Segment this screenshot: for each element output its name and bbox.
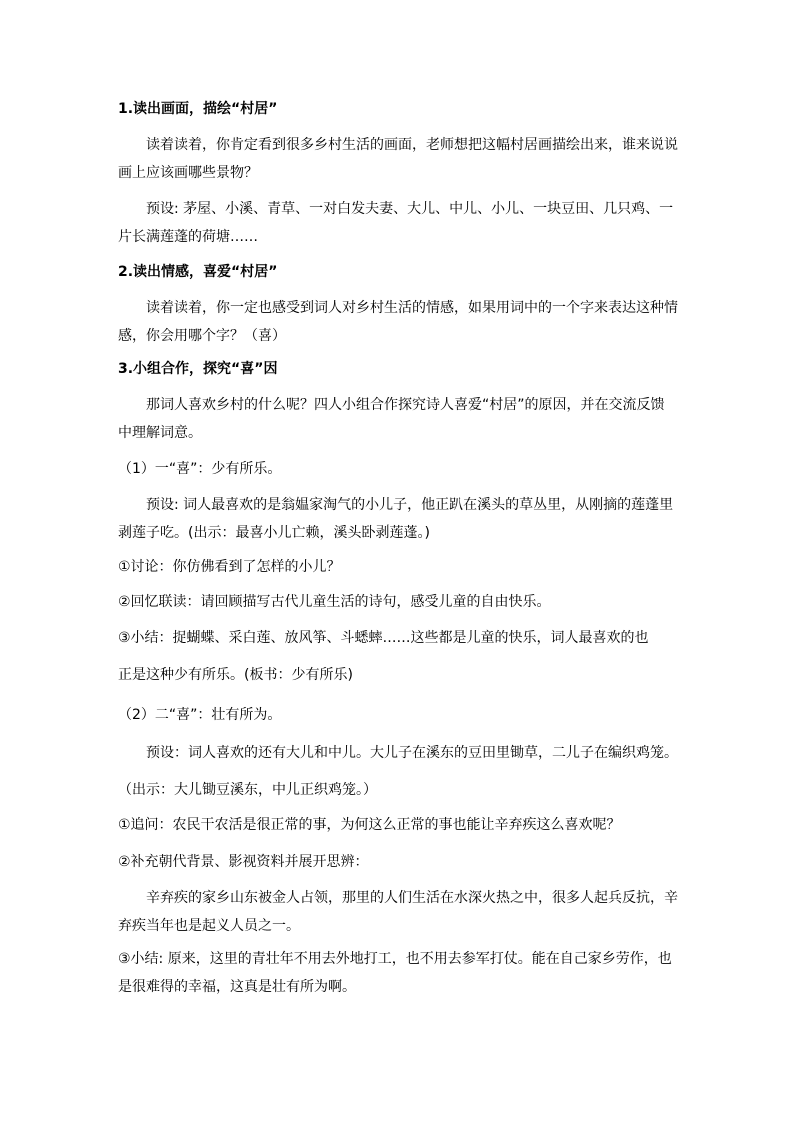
subheading-1: （1）一“喜”：少有所乐。: [118, 461, 282, 477]
paragraph: 正是这种少有所乐。(板书：少有所乐): [118, 667, 353, 683]
paragraph: 预设: 茅屋、小溪、青草、一对白发夫妻、大儿、中儿、小儿、一块豆田、几只鸡、一片长满莲蓬的荷塘……: [118, 201, 674, 245]
paragraph: 那词人喜欢乡村的什么呢？四人小组合作探究诗人喜爱“村居”的原因，并在交流反馈中理解词意。: [118, 397, 665, 441]
subheading-2: （2）二“喜”：壮有所为。: [118, 707, 282, 723]
paragraph: 辛弃疾的家乡山东被金人占领，那里的人们生活在水深火热之中，很多人起兵反抗，辛弃疾当年也是起义人员之一。: [118, 890, 678, 934]
list-item: ③小结: 原来，这里的青壮年不用去外地打工，也不用去参军打仗。能在自己家乡劳作，也是很难得的幸福，这真是壮有所为啊。: [118, 951, 672, 995]
section-heading-1: 1.读出画面，描绘“村居”: [118, 101, 278, 117]
paragraph: 读着读着，你一定也感受到词人对乡村生活的情感，如果用词中的一个字来表达这种情感，你会用哪个字？（喜）: [118, 300, 678, 344]
section-heading-2: 2.读出情感，喜爱“村居”: [118, 264, 278, 280]
list-item: ①讨论：你仿佛看到了怎样的小儿？: [118, 559, 341, 575]
paragraph: 读着读着，你肯定看到很多乡村生活的画面，老师想把这幅村居画描绘出来，谁来说说画上应该画哪些景物？: [118, 137, 678, 181]
paragraph: 预设: 词人最喜欢的是翁媪家淘气的小儿子，他正趴在溪头的草丛里，从刚摘的莲蓬里剥莲子吃。(出示：最喜小儿亡赖，溪头卧剥莲蓬。): [118, 497, 674, 541]
section-heading-3: 3.小组合作，探究“喜”因: [118, 361, 278, 377]
list-item: ②补充朝代背景、影视资料并展开思辨：: [118, 854, 369, 870]
paragraph: 预设：词人喜欢的还有大儿和中儿。大儿子在溪东的豆田里锄草，二儿子在编织鸡笼。: [146, 745, 678, 761]
list-item: ③小结：捉蝴蝶、采白莲、放风筝、斗蟋蟀……这些都是儿童的快乐，词人最喜欢的也: [118, 630, 649, 646]
list-item: ①追问：农民干农活是很正常的事，为何这么正常的事也能让辛弃疾这么喜欢呢？: [118, 817, 621, 833]
list-item: ②回忆联读：请回顾描写古代儿童生活的诗句，感受儿童的自由快乐。: [118, 594, 551, 610]
paragraph: （出示：大儿锄豆溪东，中儿正织鸡笼。）: [118, 782, 377, 798]
